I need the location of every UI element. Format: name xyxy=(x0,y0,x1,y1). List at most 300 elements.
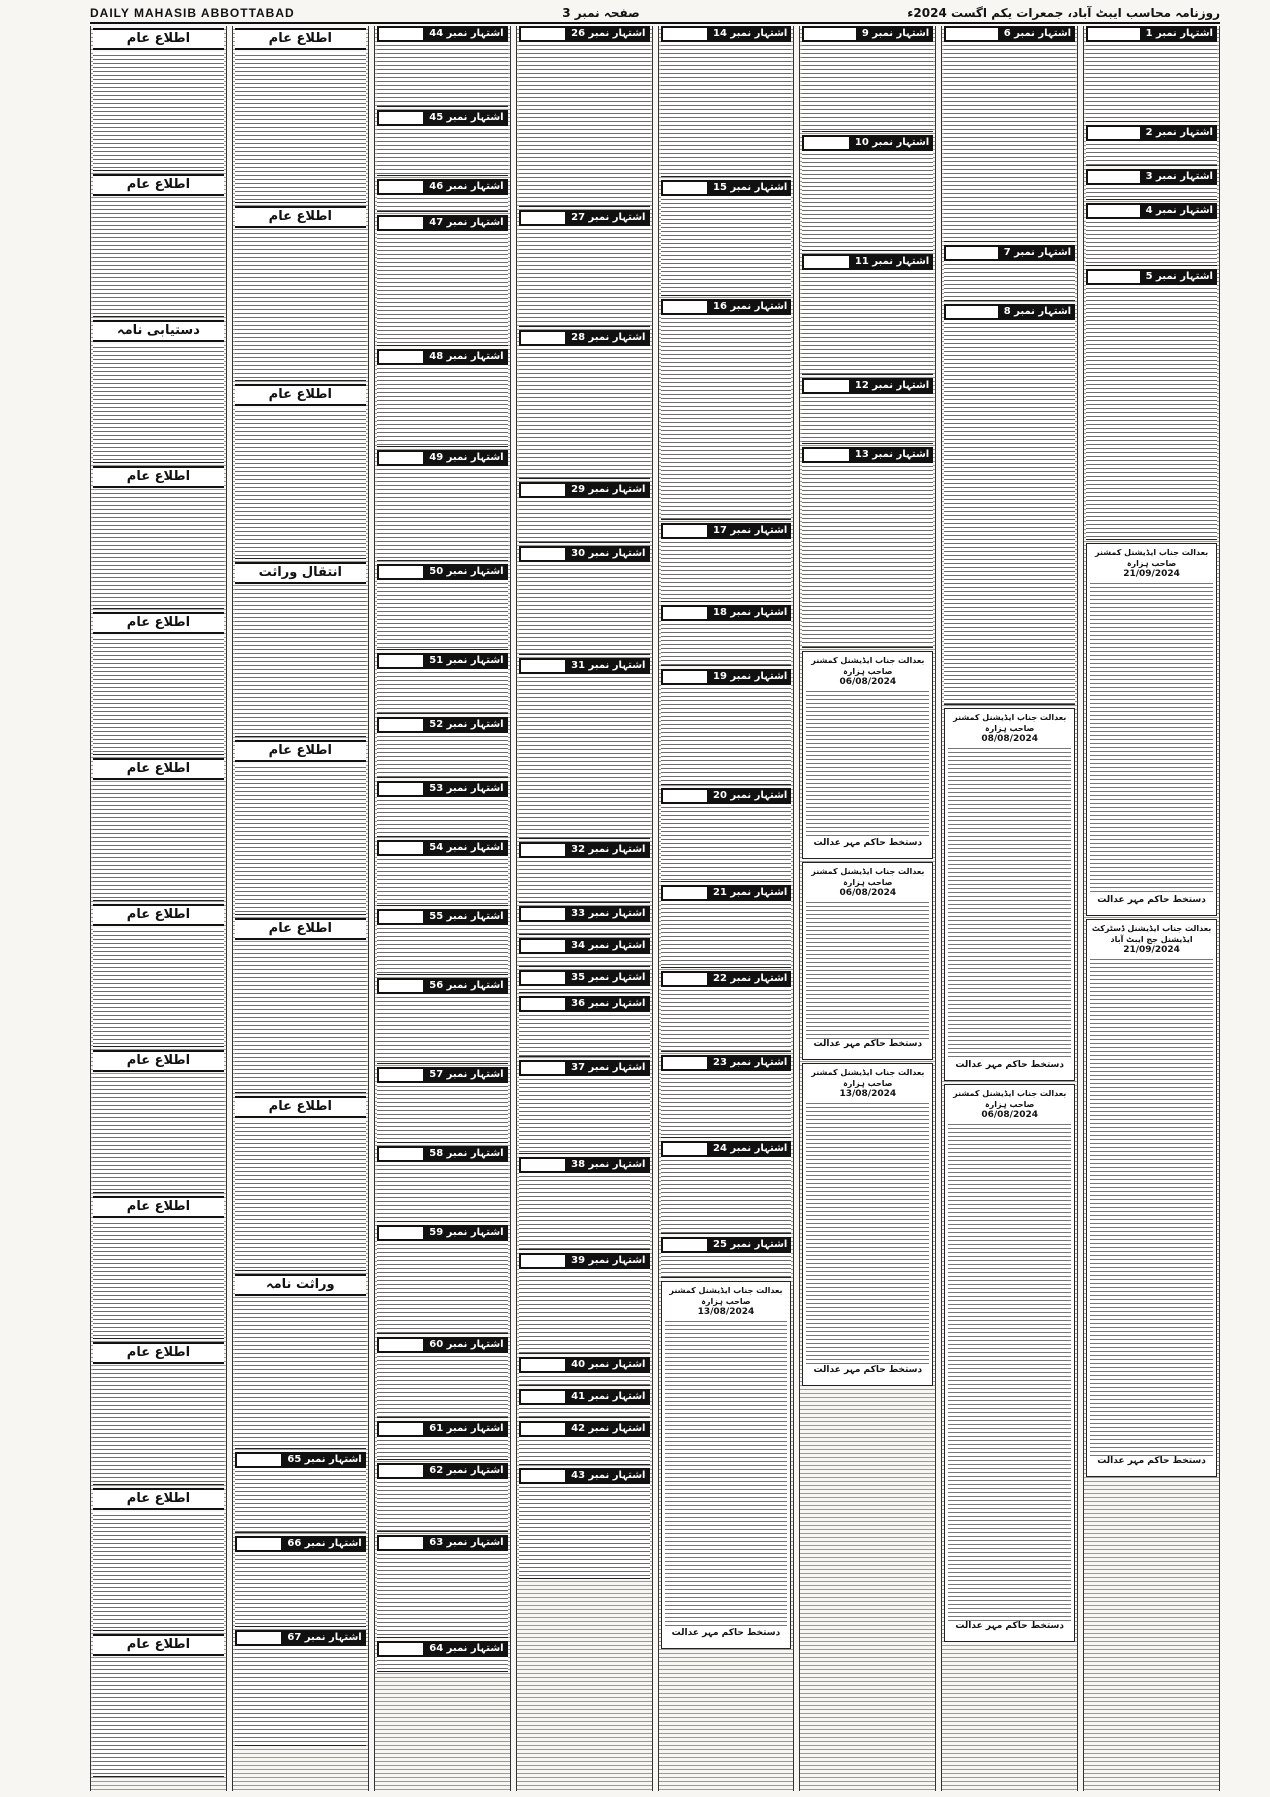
advertisement-35 xyxy=(519,970,650,993)
ad-number-box xyxy=(802,378,851,394)
ad-number-box xyxy=(377,1421,426,1437)
court-notice-body xyxy=(948,745,1071,1060)
ad-number-label: اشتہار نمبر 25 xyxy=(709,1237,791,1253)
ad-number-tag xyxy=(377,909,508,925)
ad-number-label: اشتہار نمبر 61 xyxy=(425,1421,507,1437)
advertisement-51 xyxy=(377,653,508,714)
advertisement-43 xyxy=(519,1468,650,1579)
notice-heading: اطلاع عام xyxy=(235,206,366,228)
ad-number-tag xyxy=(519,1421,650,1437)
notice-heading: دستیابی نامہ xyxy=(93,320,224,342)
column-c6 xyxy=(374,26,511,1791)
advertisement-16 xyxy=(661,299,792,520)
advertisement-54 xyxy=(377,840,508,906)
ad-number-label: اشتہار نمبر 28 xyxy=(567,330,649,346)
ad-number-tag xyxy=(519,26,650,42)
advertisement-64 xyxy=(377,1641,508,1672)
notice-heading: اطلاع عام xyxy=(93,174,224,196)
court-signature: دستخط حاکم مہر عدالت xyxy=(1090,895,1213,906)
ad-number-box xyxy=(377,450,426,466)
ad-number-box xyxy=(944,26,999,42)
ad-number-box xyxy=(235,1630,284,1646)
ad-number-tag xyxy=(519,842,650,858)
advertisement-45 xyxy=(377,110,508,176)
court-signature: دستخط حاکم مہر عدالت xyxy=(806,1365,929,1376)
ad-number-box xyxy=(377,349,426,365)
advertisement-40 xyxy=(519,1357,650,1386)
ad-number-tag xyxy=(802,378,933,394)
ad-number-box xyxy=(235,1536,284,1552)
court-notice xyxy=(802,1063,933,1386)
advertisement-9 xyxy=(802,26,933,132)
ad-number-box xyxy=(377,978,426,994)
notice-heading: اطلاع عام xyxy=(93,904,224,926)
ad-number-box xyxy=(377,215,426,231)
court-date: 13/08/2024 xyxy=(697,1307,755,1317)
ad-number-tag xyxy=(1086,203,1217,219)
court-title: بعدالت جناب ایڈیشنل کمشنر صاحب ہزارہ xyxy=(811,1068,925,1088)
column-c2 xyxy=(941,26,1078,1791)
ad-number-label: اشتہار نمبر 56 xyxy=(425,978,507,994)
ad-number-box xyxy=(661,180,710,196)
court-notice xyxy=(944,708,1075,1081)
advertisement-39 xyxy=(519,1253,650,1354)
ad-number-box xyxy=(519,970,568,986)
ad-number-tag xyxy=(519,996,650,1012)
ad-number-box xyxy=(661,1141,710,1157)
advertisement-46 xyxy=(377,179,508,212)
notice-heading: اطلاع عام xyxy=(235,918,366,940)
ad-number-box xyxy=(377,653,426,669)
ad-number-tag xyxy=(661,180,792,196)
court-notice xyxy=(661,1281,792,1649)
notice-body xyxy=(235,586,366,737)
notice-heading: اطلاع عام xyxy=(93,1488,224,1510)
advertisement-22 xyxy=(661,971,792,1052)
court-signature: دستخط حاکم مہر عدالت xyxy=(1090,1456,1213,1467)
ad-number-box xyxy=(519,26,568,42)
notice-body xyxy=(93,344,224,463)
ad-number-box xyxy=(802,254,851,270)
ad-number-tag xyxy=(377,1421,508,1437)
ad-number-label: اشتہار نمبر 17 xyxy=(709,523,791,539)
ad-number-tag xyxy=(802,26,933,42)
notice-body xyxy=(93,52,224,171)
ad-number-label: اشتہار نمبر 59 xyxy=(425,1225,507,1241)
notice-body xyxy=(235,942,366,1093)
advertisement-30 xyxy=(519,546,650,655)
ad-number-tag xyxy=(377,179,508,195)
ad-number-label: اشتہار نمبر 60 xyxy=(425,1337,507,1353)
advertisement-4 xyxy=(1086,203,1217,266)
ad-number-tag xyxy=(519,546,650,562)
ad-number-label: اشتہار نمبر 42 xyxy=(567,1421,649,1437)
ad-number-box xyxy=(661,605,710,621)
ad-number-label: اشتہار نمبر 1 xyxy=(1142,26,1217,42)
ad-number-tag xyxy=(377,840,508,856)
advertisement-29 xyxy=(519,482,650,543)
ad-number-label: اشتہار نمبر 51 xyxy=(425,653,507,669)
advertisement-48 xyxy=(377,349,508,447)
column-c7 xyxy=(232,26,369,1791)
court-title: بعدالت جناب ایڈیشنل کمشنر صاحب ہزارہ xyxy=(1095,548,1209,568)
ad-number-tag xyxy=(377,1535,508,1551)
column-c5 xyxy=(516,26,653,1791)
notice-heading: اطلاع عام xyxy=(93,1342,224,1364)
ad-number-label: اشتہار نمبر 15 xyxy=(709,180,791,196)
ad-number-label: اشتہار نمبر 19 xyxy=(709,669,791,685)
ad-number-box xyxy=(661,885,710,901)
court-date: 06/08/2024 xyxy=(839,677,897,687)
ad-number-box xyxy=(519,1357,568,1373)
ad-number-label: اشتہار نمبر 44 xyxy=(425,26,507,42)
advertisement-14 xyxy=(661,26,792,177)
ad-number-tag xyxy=(661,1237,792,1253)
court-notice-body xyxy=(665,1318,788,1628)
ad-number-tag xyxy=(519,210,650,226)
notice-body xyxy=(235,408,366,559)
advertisement-5 xyxy=(1086,269,1217,540)
notice-body xyxy=(235,764,366,915)
column-c3 xyxy=(799,26,936,1791)
column-c8 xyxy=(90,26,227,1791)
ad-number-box xyxy=(377,1146,426,1162)
ad-number-box xyxy=(519,1060,568,1076)
ad-number-box xyxy=(519,658,568,674)
ad-number-tag xyxy=(519,1389,650,1405)
ad-number-tag xyxy=(377,450,508,466)
ad-number-box xyxy=(519,1468,568,1484)
ad-number-tag xyxy=(235,1452,366,1468)
notice-heading: اطلاع عام xyxy=(235,384,366,406)
ad-number-label: اشتہار نمبر 43 xyxy=(567,1468,649,1484)
ad-number-box xyxy=(519,1253,568,1269)
ad-number-tag xyxy=(377,1337,508,1353)
ad-number-label: اشتہار نمبر 27 xyxy=(567,210,649,226)
advertisement-47 xyxy=(377,215,508,346)
court-notice-body xyxy=(806,899,929,1039)
notice-body xyxy=(93,928,224,1047)
ad-number-label: اشتہار نمبر 58 xyxy=(425,1146,507,1162)
advertisement-36 xyxy=(519,996,650,1057)
ad-number-tag xyxy=(519,938,650,954)
ad-number-label: اشتہار نمبر 38 xyxy=(567,1157,649,1173)
ad-number-tag xyxy=(377,349,508,365)
ad-number-label: اشتہار نمبر 53 xyxy=(425,781,507,797)
ad-number-label: اشتہار نمبر 20 xyxy=(709,788,791,804)
ad-number-box xyxy=(519,1421,568,1437)
ad-number-box xyxy=(377,110,426,126)
ad-number-tag xyxy=(377,1641,508,1657)
ad-number-tag xyxy=(377,653,508,669)
ad-number-tag xyxy=(661,1141,792,1157)
ad-number-tag xyxy=(661,971,792,987)
advertisement-21 xyxy=(661,885,792,968)
ad-number-tag xyxy=(377,110,508,126)
ad-number-label: اشتہار نمبر 16 xyxy=(709,299,791,315)
ad-number-label: اشتہار نمبر 6 xyxy=(1000,26,1075,42)
ad-number-tag xyxy=(519,1357,650,1373)
ad-number-tag xyxy=(1086,125,1217,141)
ad-number-box xyxy=(377,1337,426,1353)
advertisement-24 xyxy=(661,1141,792,1234)
ad-number-label: اشتہار نمبر 21 xyxy=(709,885,791,901)
notice-body xyxy=(93,1366,224,1485)
ad-number-box xyxy=(377,1535,426,1551)
ad-number-box xyxy=(519,842,568,858)
notice-heading: اطلاع عام xyxy=(93,1634,224,1656)
advertisement-15 xyxy=(661,180,792,296)
ad-number-label: اشتہار نمبر 65 xyxy=(283,1452,365,1468)
advertisement-55 xyxy=(377,909,508,975)
ad-number-box xyxy=(1086,125,1141,141)
court-date: 13/08/2024 xyxy=(839,1089,897,1099)
page-number: صفحہ نمبر 3 xyxy=(562,6,640,20)
ad-number-tag xyxy=(944,304,1075,320)
notice-body xyxy=(235,1298,366,1449)
ad-number-label: اشتہار نمبر 26 xyxy=(567,26,649,42)
ad-number-box xyxy=(377,564,426,580)
ad-number-tag xyxy=(661,669,792,685)
advertisement-12 xyxy=(802,378,933,444)
ad-number-tag xyxy=(802,135,933,151)
ad-number-box xyxy=(377,1463,426,1479)
ad-number-tag xyxy=(377,1463,508,1479)
ad-number-label: اشتہار نمبر 34 xyxy=(567,938,649,954)
masthead xyxy=(90,4,1220,24)
ad-number-box xyxy=(519,1157,568,1173)
ad-number-label: اشتہار نمبر 10 xyxy=(851,135,933,151)
advertisement-44 xyxy=(377,26,508,107)
ad-number-tag xyxy=(661,299,792,315)
court-title: بعدالت جناب ایڈیشنل کمشنر صاحب ہزارہ xyxy=(953,1089,1067,1109)
ad-number-label: اشتہار نمبر 39 xyxy=(567,1253,649,1269)
advertisement-66 xyxy=(235,1536,366,1627)
notice-heading: اطلاع عام xyxy=(93,1196,224,1218)
court-notice xyxy=(1086,543,1217,916)
ad-number-label: اشتہار نمبر 8 xyxy=(1000,304,1075,320)
advertisement-58 xyxy=(377,1146,508,1222)
advertisement-10 xyxy=(802,135,933,251)
ad-number-tag xyxy=(377,26,508,42)
ad-number-box xyxy=(802,135,851,151)
ad-number-label: اشتہار نمبر 40 xyxy=(567,1357,649,1373)
ad-number-label: اشتہار نمبر 5 xyxy=(1142,269,1217,285)
ad-number-tag xyxy=(377,564,508,580)
notice-body xyxy=(93,636,224,755)
advertisement-34 xyxy=(519,938,650,967)
ad-number-label: اشتہار نمبر 37 xyxy=(567,1060,649,1076)
court-notice-body xyxy=(1090,580,1213,895)
ad-number-tag xyxy=(235,1536,366,1552)
ad-number-box xyxy=(377,1641,426,1657)
notice-heading: اطلاع عام xyxy=(93,466,224,488)
column-c4 xyxy=(658,26,795,1791)
court-date: 08/08/2024 xyxy=(981,734,1039,744)
notice-body xyxy=(93,1658,224,1777)
notice-heading: وراثت نامہ xyxy=(235,1274,366,1296)
ad-number-tag xyxy=(944,245,1075,261)
notice-heading: اطلاع عام xyxy=(93,758,224,780)
ad-number-box xyxy=(377,909,426,925)
ad-number-box xyxy=(661,788,710,804)
ad-number-tag xyxy=(661,885,792,901)
advertisement-59 xyxy=(377,1225,508,1334)
notice-heading: اطلاع عام xyxy=(93,612,224,634)
ad-number-label: اشتہار نمبر 63 xyxy=(425,1535,507,1551)
advertisement-61 xyxy=(377,1421,508,1460)
ad-number-label: اشتہار نمبر 66 xyxy=(283,1536,365,1552)
court-title: بعدالت جناب ایڈیشنل کمشنر صاحب ہزارہ xyxy=(953,713,1067,733)
advertisement-23 xyxy=(661,1055,792,1138)
ad-number-box xyxy=(377,840,426,856)
court-notice xyxy=(944,1084,1075,1642)
court-notice xyxy=(802,651,933,859)
ad-number-label: اشتہار نمبر 67 xyxy=(283,1630,365,1646)
ad-number-tag xyxy=(519,330,650,346)
notice-body xyxy=(235,52,366,203)
advertisement-2 xyxy=(1086,125,1217,166)
court-signature: دستخط حاکم مہر عدالت xyxy=(806,1039,929,1050)
ad-number-tag xyxy=(519,906,650,922)
ad-number-tag xyxy=(661,523,792,539)
ad-number-label: اشتہار نمبر 22 xyxy=(709,971,791,987)
court-date: 06/08/2024 xyxy=(981,1110,1039,1120)
ad-number-box xyxy=(944,245,999,261)
advertisement-67 xyxy=(235,1630,366,1746)
advertisement-27 xyxy=(519,210,650,327)
ad-number-tag xyxy=(519,1157,650,1173)
court-title: بعدالت جناب ایڈیشنل کمشنر صاحب ہزارہ xyxy=(669,1286,783,1306)
ad-number-label: اشتہار نمبر 55 xyxy=(425,909,507,925)
ad-number-tag xyxy=(377,781,508,797)
ad-number-label: اشتہار نمبر 2 xyxy=(1142,125,1217,141)
ad-number-tag xyxy=(377,215,508,231)
ad-number-label: اشتہار نمبر 14 xyxy=(709,26,791,42)
ad-number-box xyxy=(944,304,999,320)
advertisement-50 xyxy=(377,564,508,650)
ad-number-box xyxy=(519,906,568,922)
court-date: 21/09/2024 xyxy=(1123,569,1180,579)
ad-number-tag xyxy=(802,254,933,270)
advertisement-33 xyxy=(519,906,650,935)
ad-number-label: اشتہار نمبر 62 xyxy=(425,1463,507,1479)
court-date: 06/08/2024 xyxy=(839,888,897,898)
ad-number-label: اشتہار نمبر 29 xyxy=(567,482,649,498)
ad-number-box xyxy=(377,717,426,733)
ad-number-label: اشتہار نمبر 50 xyxy=(425,564,507,580)
court-notice-body xyxy=(948,1121,1071,1621)
court-notice-body xyxy=(806,688,929,838)
notice-body xyxy=(93,782,224,901)
ad-number-box xyxy=(1086,203,1141,219)
ad-number-label: اشتہار نمبر 49 xyxy=(425,450,507,466)
advertisement-26 xyxy=(519,26,650,207)
column-c1 xyxy=(1083,26,1220,1791)
court-notice-body xyxy=(806,1100,929,1365)
ad-number-label: اشتہار نمبر 23 xyxy=(709,1055,791,1071)
ad-number-label: اشتہار نمبر 64 xyxy=(425,1641,507,1657)
ad-number-box xyxy=(519,210,568,226)
court-title: بعدالت جناب ایڈیشنل ڈسٹرکٹ ایڈیشنل جج ایبٹ آباد xyxy=(1091,924,1212,944)
advertisement-42 xyxy=(519,1421,650,1465)
ad-number-label: اشتہار نمبر 32 xyxy=(567,842,649,858)
ad-number-label: اشتہار نمبر 9 xyxy=(858,26,933,42)
ad-number-label: اشتہار نمبر 7 xyxy=(1000,245,1075,261)
ad-number-label: اشتہار نمبر 3 xyxy=(1142,169,1217,185)
court-title: بعدالت جناب ایڈیشنل کمشنر صاحب ہزارہ xyxy=(811,867,925,887)
ad-number-box xyxy=(519,546,568,562)
ad-number-label: اشتہار نمبر 36 xyxy=(567,996,649,1012)
ad-number-tag xyxy=(661,26,792,42)
court-signature: دستخط حاکم مہر عدالت xyxy=(948,1060,1071,1071)
notice-body xyxy=(93,1074,224,1193)
ad-number-tag xyxy=(1086,169,1217,185)
notice-body xyxy=(235,1120,366,1271)
advertisement-57 xyxy=(377,1067,508,1143)
ad-number-label: اشتہار نمبر 33 xyxy=(567,906,649,922)
advertisement-49 xyxy=(377,450,508,561)
advertisement-53 xyxy=(377,781,508,837)
ad-number-box xyxy=(519,482,568,498)
ad-number-tag xyxy=(519,482,650,498)
ad-number-box xyxy=(661,971,710,987)
ad-number-label: اشتہار نمبر 18 xyxy=(709,605,791,621)
advertisement-37 xyxy=(519,1060,650,1154)
court-notice-body xyxy=(1090,956,1213,1456)
advertisement-25 xyxy=(661,1237,792,1278)
court-notice xyxy=(802,862,933,1060)
ad-number-box xyxy=(1086,26,1141,42)
ad-number-box xyxy=(519,330,568,346)
advertisement-65 xyxy=(235,1452,366,1533)
ad-number-tag xyxy=(519,1060,650,1076)
advertisement-62 xyxy=(377,1463,508,1532)
advertisement-11 xyxy=(802,254,933,375)
ad-number-label: اشتہار نمبر 52 xyxy=(425,717,507,733)
advertisement-19 xyxy=(661,669,792,785)
ad-number-label: اشتہار نمبر 13 xyxy=(851,447,933,463)
advertisement-38 xyxy=(519,1157,650,1250)
ad-number-box xyxy=(802,447,851,463)
ad-number-tag xyxy=(1086,269,1217,285)
notice-heading: اطلاع عام xyxy=(93,1050,224,1072)
notice-heading: اطلاع عام xyxy=(93,28,224,50)
advertisement-7 xyxy=(944,245,1075,301)
advertisement-13 xyxy=(802,447,933,648)
ad-number-label: اشتہار نمبر 57 xyxy=(425,1067,507,1083)
ad-number-tag xyxy=(377,1067,508,1083)
ad-number-box xyxy=(377,781,426,797)
ad-number-box xyxy=(1086,269,1141,285)
ad-number-label: اشتہار نمبر 12 xyxy=(851,378,933,394)
ad-number-label: اشتہار نمبر 46 xyxy=(425,179,507,195)
ad-number-box xyxy=(377,1067,426,1083)
advertisement-60 xyxy=(377,1337,508,1418)
ad-number-tag xyxy=(661,605,792,621)
ad-number-box xyxy=(519,1389,568,1405)
court-date: 21/09/2024 xyxy=(1123,945,1180,955)
advertisement-41 xyxy=(519,1389,650,1418)
advertisement-6 xyxy=(944,26,1075,242)
notice-heading: انتقال وراثت xyxy=(235,562,366,584)
ad-number-label: اشتہار نمبر 24 xyxy=(709,1141,791,1157)
ad-number-label: اشتہار نمبر 48 xyxy=(425,349,507,365)
ad-number-box xyxy=(661,1055,710,1071)
ad-number-label: اشتہار نمبر 4 xyxy=(1142,203,1217,219)
court-signature: دستخط حاکم مہر عدالت xyxy=(806,838,929,849)
advertisement-20 xyxy=(661,788,792,882)
